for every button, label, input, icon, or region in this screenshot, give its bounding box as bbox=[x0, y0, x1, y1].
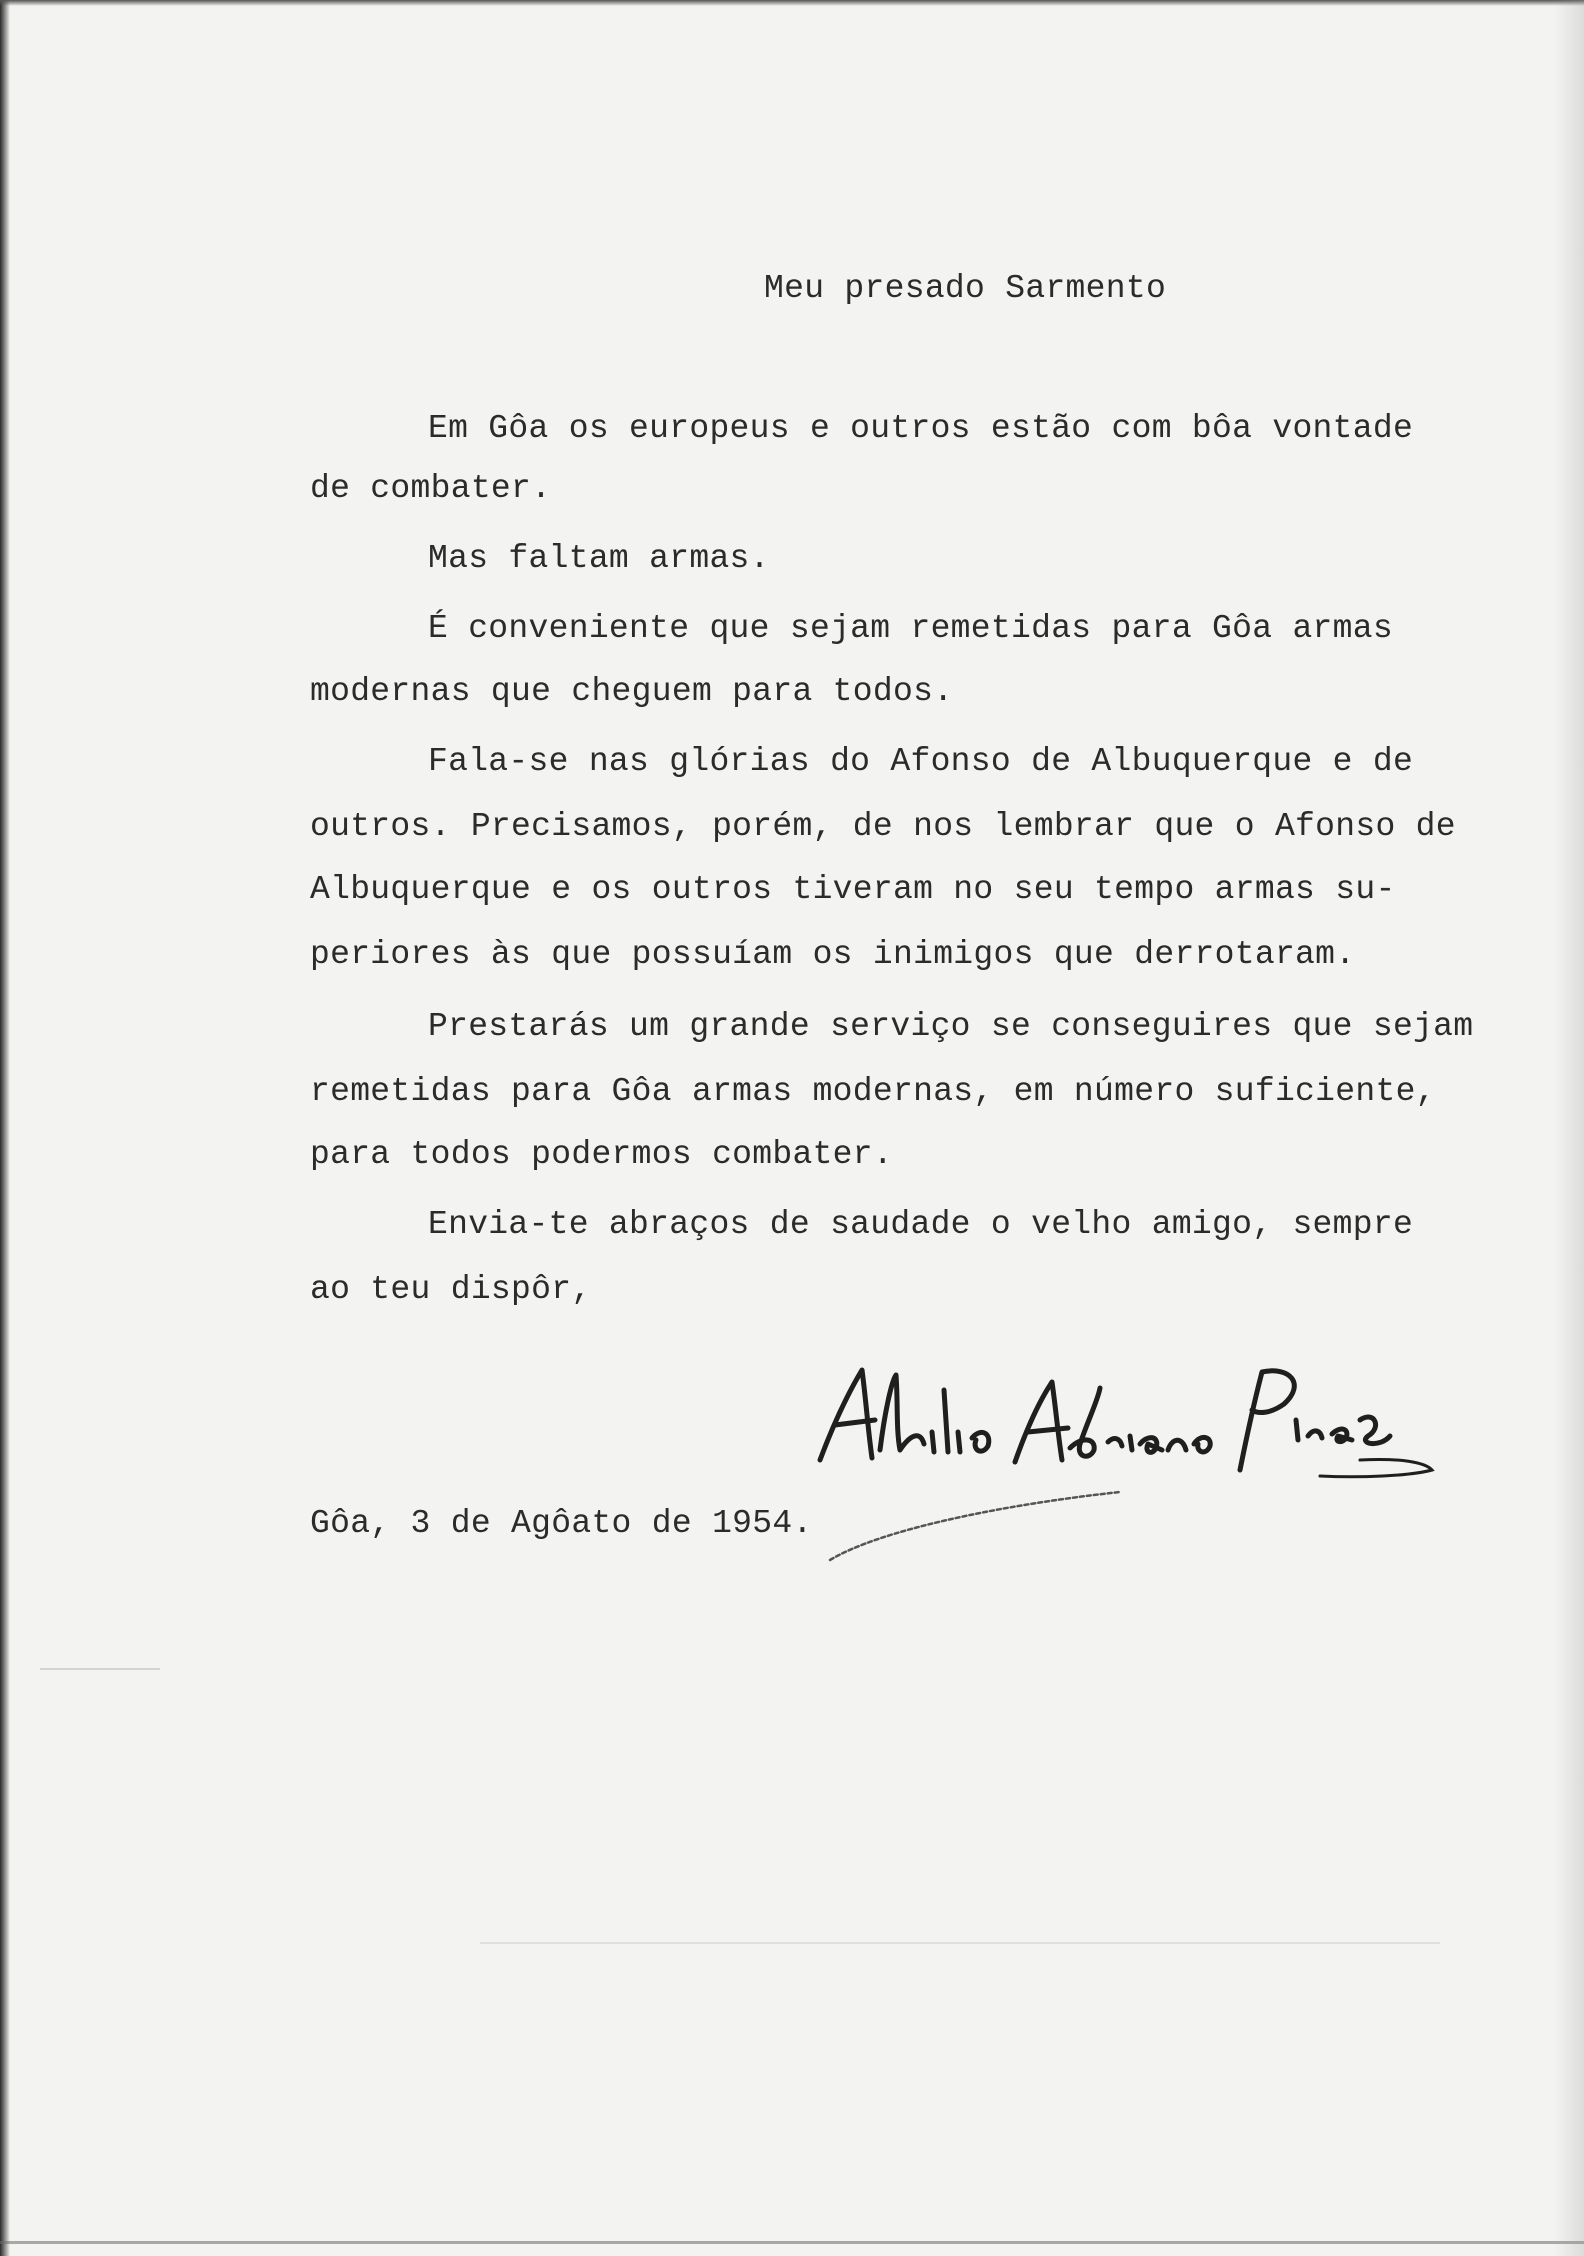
letter-line: para todos podermos combater. bbox=[310, 1136, 893, 1173]
letter-line: Prestarás um grande serviço se conseguires que sejam bbox=[428, 1008, 1474, 1045]
letter-line: de combater. bbox=[310, 470, 552, 507]
signature-flourish bbox=[820, 1480, 1140, 1570]
letter-line: É conveniente que sejam remetidas para Gôa armas bbox=[428, 610, 1393, 647]
letter-line: Envia-te abraços de saudade o velho amigo, sempre bbox=[428, 1206, 1414, 1243]
letter-line: Em Gôa os europeus e outros estão com bôa vontade bbox=[428, 410, 1414, 447]
letter-line: Mas faltam armas. bbox=[428, 540, 770, 577]
salutation: Meu presado Sarmento bbox=[764, 270, 1167, 307]
scan-edge-bottom bbox=[0, 2241, 1584, 2244]
scan-edge-left bbox=[0, 0, 10, 2256]
letter-line: modernas que cheguem para todos. bbox=[310, 673, 954, 710]
letter-line: ao teu dispôr, bbox=[310, 1271, 592, 1308]
scan-artifact-line bbox=[480, 1942, 1440, 1944]
letter-line: Albuquerque e os outros tiveram no seu tempo armas su- bbox=[310, 871, 1396, 908]
letter-line: Fala-se nas glórias do Afonso de Albuquerque e de bbox=[428, 743, 1414, 780]
scan-edge-top bbox=[0, 0, 1584, 6]
letter-line: outros. Precisamos, porém, de nos lembrar que o Afonso de bbox=[310, 808, 1456, 845]
handwritten-signature bbox=[800, 1340, 1440, 1490]
scan-edge-right bbox=[1554, 0, 1584, 2256]
letter-line: remetidas para Gôa armas modernas, em número suficiente, bbox=[310, 1073, 1436, 1110]
scan-artifact-line bbox=[40, 1668, 160, 1670]
letter-line: periores às que possuíam os inimigos que derrotaram. bbox=[310, 936, 1356, 973]
place-and-date: Gôa, 3 de Agôato de 1954. bbox=[310, 1505, 813, 1542]
